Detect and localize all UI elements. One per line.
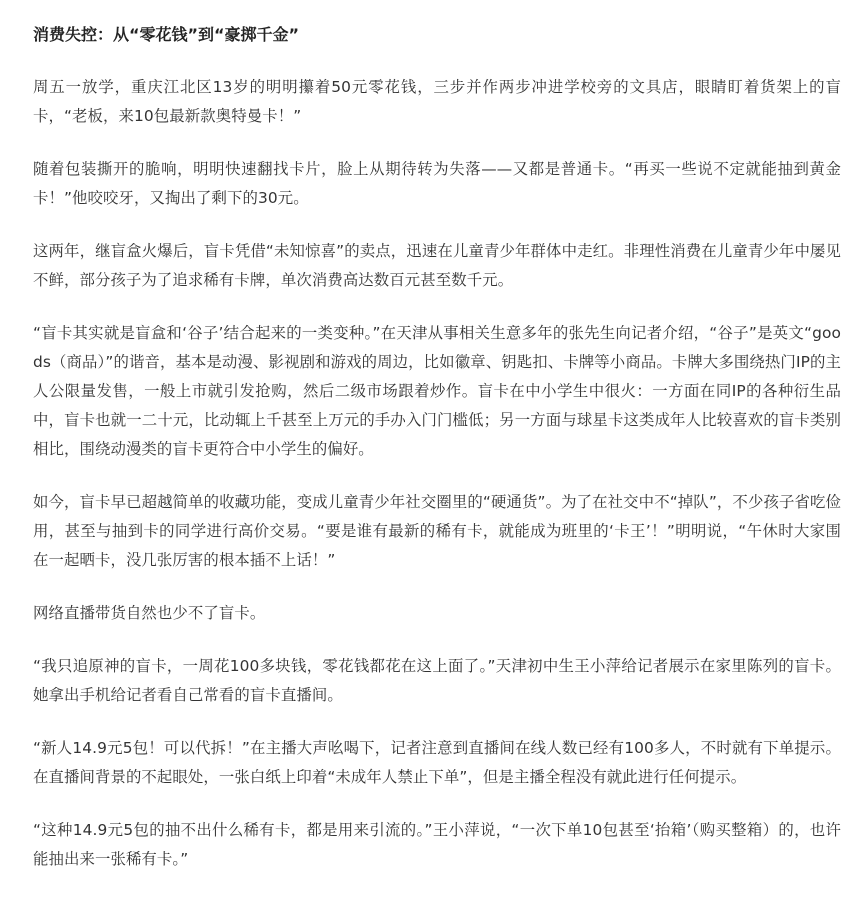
paragraph: “这种14.9元5包的抽不出什么稀有卡，都是用来引流的。”王小萍说，“一次下单10包甚至‘抬箱’（购买整箱）的，也许能抽出来一张稀有卡。” <box>33 821 841 868</box>
paragraph: “新人14.9元5包！可以代拆！”在主播大声吆喝下，记者注意到直播间在线人数已经有100多人，不时就有下单提示。在直播间背景的不起眼处，一张白纸上印着“未成年人禁止下单”，但是主播全程没有就此进行任何提示。 <box>33 739 841 786</box>
paragraph: 周五一放学，重庆江北区13岁的明明攥着50元零花钱，三步并作两步冲进学校旁的文具店，眼睛盯着货架上的盲卡，“老板，来10包最新款奥特曼卡！” <box>33 78 841 125</box>
paragraph: 这两年，继盲盒火爆后，盲卡凭借“未知惊喜”的卖点，迅速在儿童青少年群体中走红。非理性消费在儿童青少年中屡见不鲜，部分孩子为了追求稀有卡牌，单次消费高达数百元甚至数千元。 <box>33 242 841 289</box>
paragraph: 如今，盲卡早已超越简单的收藏功能，变成儿童青少年社交圈里的“硬通货”。为了在社交中不“掉队”，不少孩子省吃俭用，甚至与抽到卡的同学进行高价交易。“要是谁有最新的稀有卡，就能成为班里的‘卡王’！”明明说，“午休时大家围在一起晒卡，没几张厉害的根本插不上话！” <box>33 493 841 569</box>
paragraph: “盲卡其实就是盲盒和‘谷子’结合起来的一类变种。”在天津从事相关生意多年的张先生向记者介绍，“谷子”是英文“goods（商品）”的谐音，基本是动漫、影视剧和游戏的周边，比如徽章、钥匙扣、卡牌等小商品。卡牌大多围绕热门IP的主人公限量发售，一般上市就引发抢购，然后二级市场跟着炒作。盲卡在中小学生中很火：一方面在同IP的各种衍生品中，盲卡也就一二十元，比动辄上千甚至上万元的手办入门门槛低；另一方面与球星卡这类成年人比较喜欢的盲卡类别相比，围绕动漫类的盲卡更符合中小学生的偏好。 <box>33 324 841 458</box>
article-body <box>33 22 841 898</box>
paragraph: 随着包装撕开的脆响，明明快速翻找卡片，脸上从期待转为失落——又都是普通卡。“再买一些说不定就能抽到黄金卡！”他咬咬牙，又掏出了剩下的30元。 <box>33 160 841 207</box>
paragraph: 网络直播带货自然也少不了盲卡。 <box>33 604 266 622</box>
article-heading: 消费失控：从“零花钱”到“豪掷千金” <box>33 25 300 44</box>
paragraph: “我只追原神的盲卡，一周花100多块钱，零花钱都花在这上面了。”天津初中生王小萍给记者展示在家里陈列的盲卡。她拿出手机给记者看自己常看的盲卡直播间。 <box>33 657 841 704</box>
